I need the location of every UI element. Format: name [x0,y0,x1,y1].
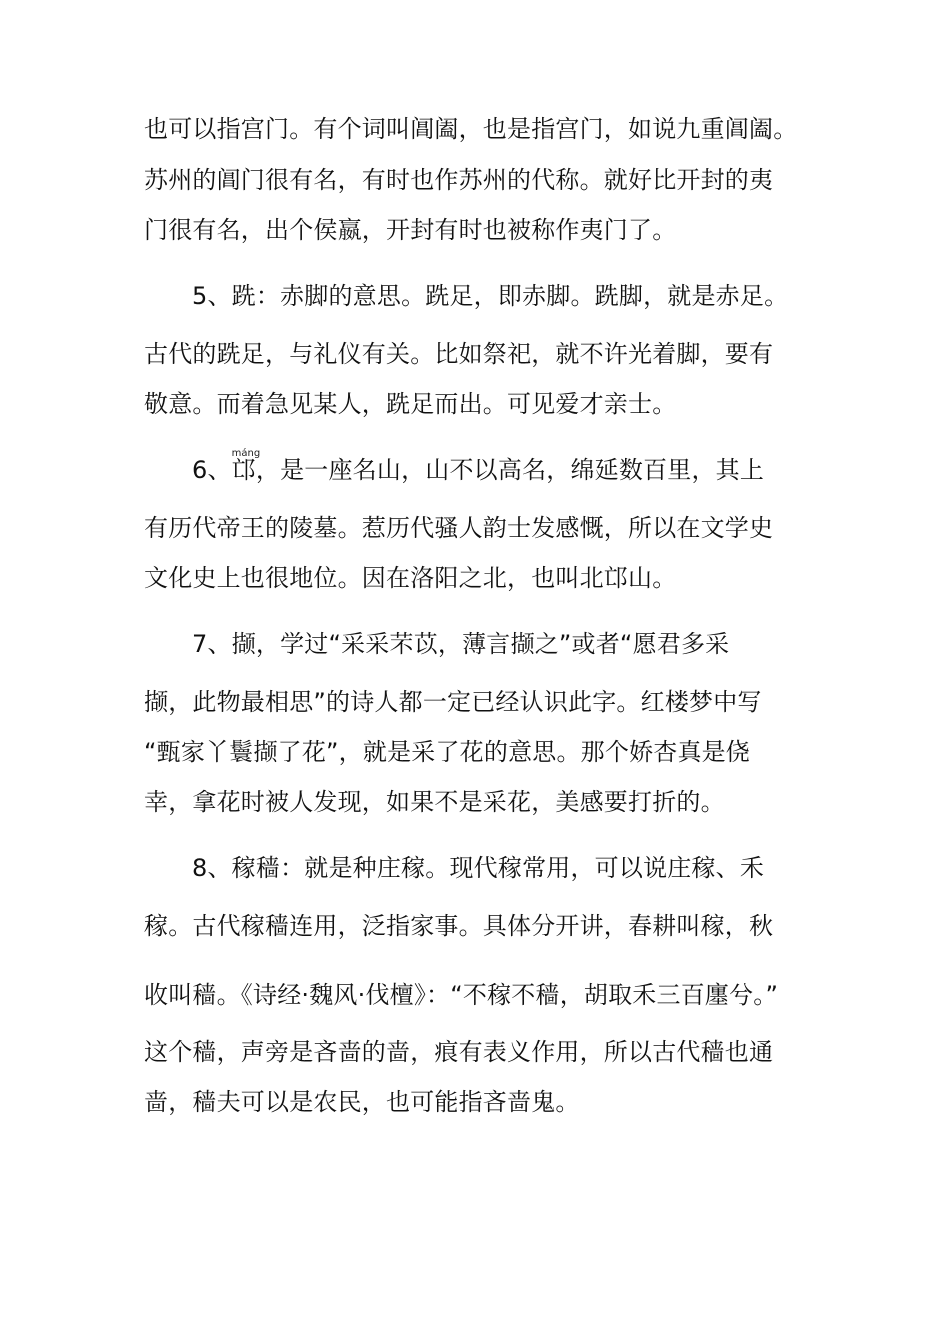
text-line: 幸，拿花时被人发现，如果不是采花，美感要打折的。 [144,788,725,816]
text-line: 门很有名，出个侯嬴，开封有时也被称作夷门了。 [144,216,677,244]
text-line: 也可以指宫门。有个词叫阊阖，也是指宫门，如说九重阊阖。 [144,115,798,143]
item-8-first-line: 8、稼穑：就是种庄稼。现代稼常用，可以说庄稼、禾 [192,854,765,882]
item-7-first-line: 7、撷，学过“采采芣苡，薄言撷之”或者“愿君多采 [192,630,730,658]
text-line: 苏州的阊门很有名，有时也作苏州的代称。就好比开封的夷 [144,166,774,194]
item-definition: ，是一座名山，山不以高名，绵延数百里，其上 [255,456,765,484]
item-definition: ：赤脚的意思。跣足，即赤脚。跣脚，就是赤足。 [255,282,789,310]
pinyin-annotation: máng [231,448,261,459]
text-line: 撷，此物最相思”的诗人都一定已经认识此字。红楼梦中写 [144,688,762,716]
text-line: 稼。古代稼穑连用，泛指家事。具体分开讲，春耕叫稼，秋 [144,912,774,940]
text-line: 古代的跣足，与礼仪有关。比如祭祀，就不许光着脚，要有 [144,340,774,368]
text-line: 文化史上也很地位。因在洛阳之北，也叫北邙山。 [144,564,677,592]
text-line: 有历代帝王的陵墓。惹历代骚人韵士发感慨，所以在文学史 [144,514,774,542]
text-line: “甄家丫鬟撷了花”，就是采了花的意思。那个娇杏真是侥 [144,738,751,766]
text-line: 敬意。而着急见某人，跣足而出。可见爱才亲士。 [144,390,677,418]
item-6-first-line [192,448,765,485]
item-5-first-line [192,281,788,311]
item-term: 邙 [231,456,256,484]
text-line: 收叫穑。《诗经·魏风·伐檀》：“不稼不穑，胡取禾三百廛兮。” [144,981,779,1009]
item-term: 跣 [231,282,256,310]
text-line: 这个穑，声旁是吝啬的啬，痕有表义作用，所以古代穑也通 [144,1038,774,1066]
item-number: 5、 [192,282,232,310]
text-line: 啬，穑夫可以是农民，也可能指吝啬鬼。 [144,1088,580,1116]
item-term-with-pinyin [231,448,261,485]
item-number: 6、 [192,456,232,484]
